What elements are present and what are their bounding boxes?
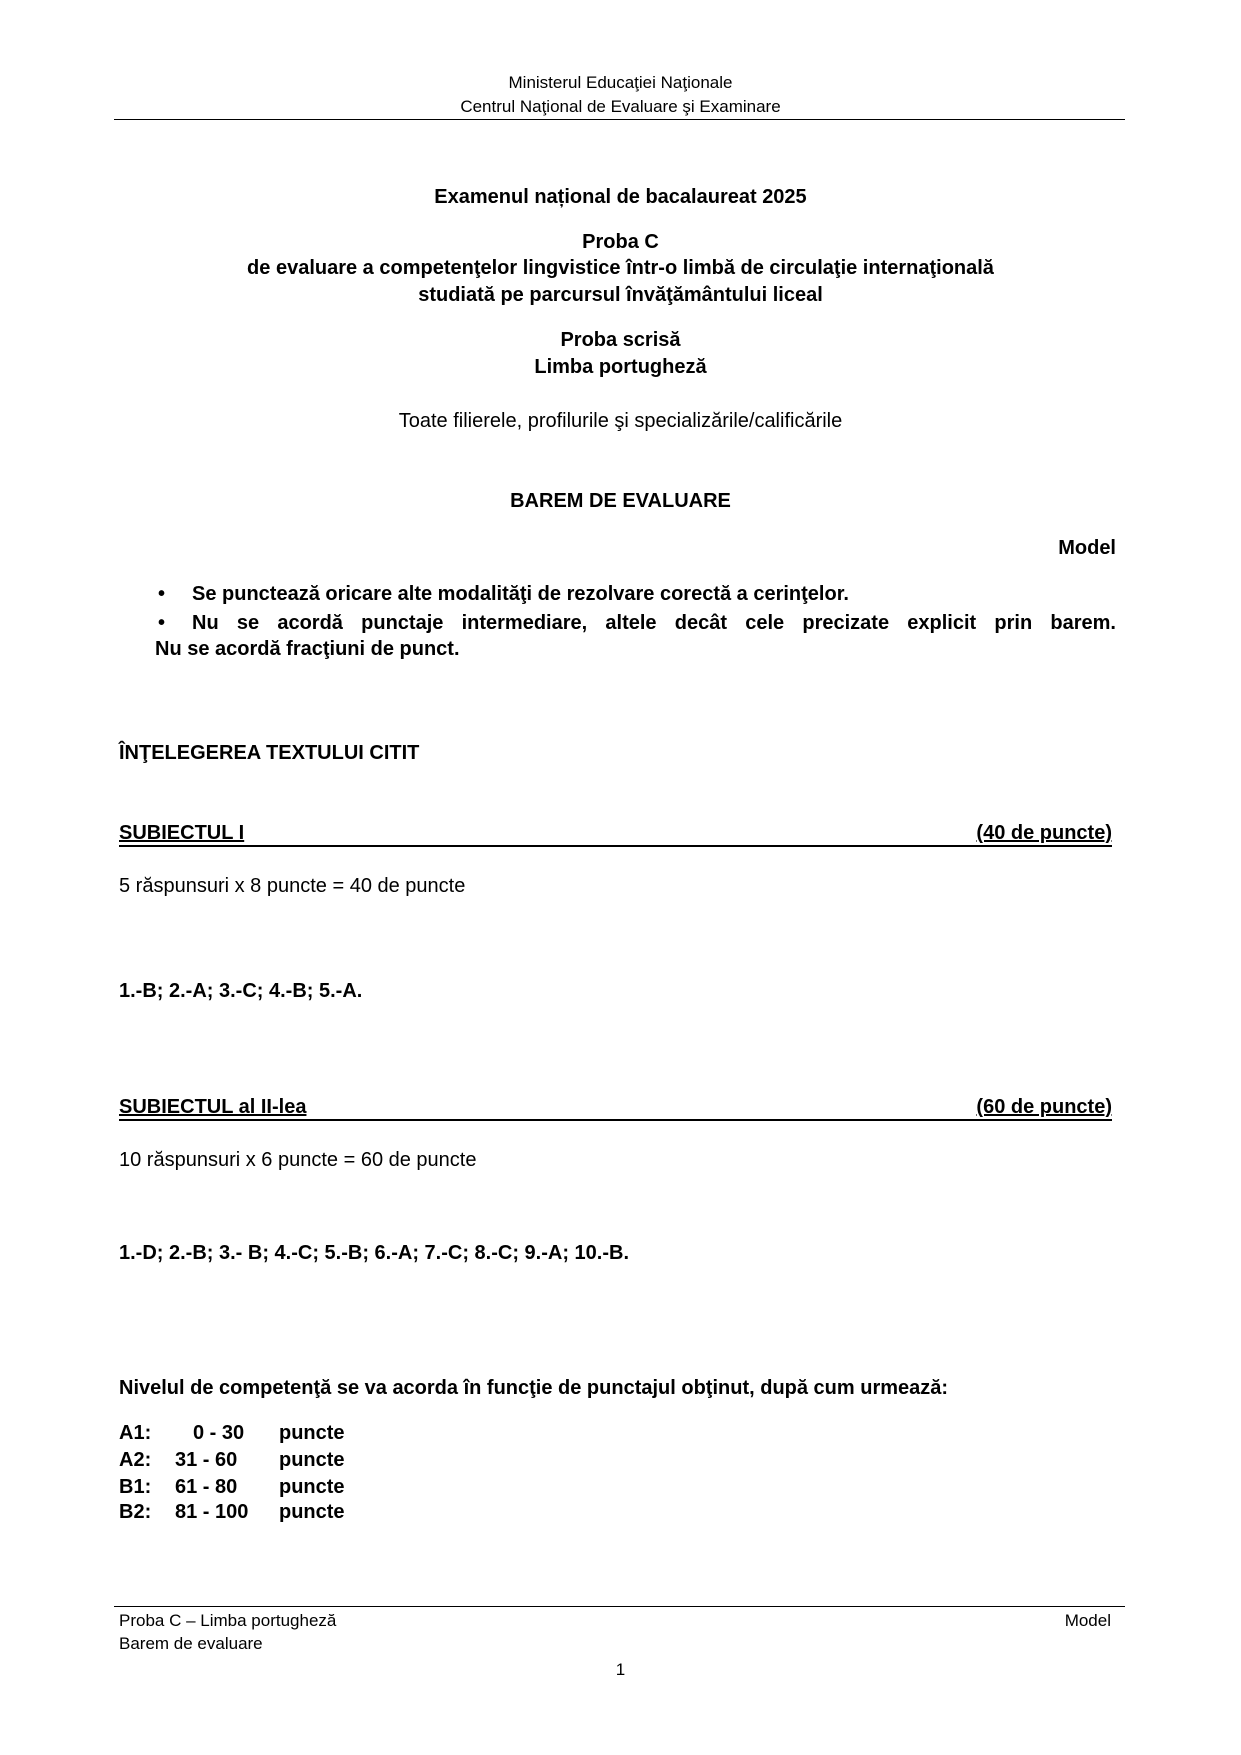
proba-description-2: studiată pe parcursul învăţământului liceal — [418, 284, 823, 306]
proba-scrisa: Proba scrisă — [560, 329, 681, 351]
footer-doc-type: Barem de evaluare — [119, 1634, 263, 1653]
levels-intro: Nivelul de competenţă se va acorda în funcţie de punctajul obţinut, după cum urmează: — [119, 1377, 949, 1399]
subject-2-points: (60 de puncte) — [976, 1096, 1112, 1118]
section-heading: ÎNŢELEGEREA TEXTULUI CITIT — [119, 742, 420, 764]
level-range: 31 - 60 — [175, 1449, 238, 1471]
header-center: Centrul Naţional de Evaluare şi Examinare — [460, 97, 781, 116]
subject-1-header — [119, 821, 1112, 847]
level-name: A2: — [119, 1449, 152, 1471]
subject-1-points: (40 de puncte) — [976, 822, 1112, 844]
level-unit: puncte — [279, 1476, 345, 1498]
subject-2-formula: 10 răspunsuri x 6 puncte = 60 de puncte — [119, 1149, 477, 1171]
level-unit: puncte — [279, 1449, 345, 1471]
bullet-icon: • — [158, 583, 166, 605]
bullet-icon: • — [158, 612, 166, 634]
level-row — [119, 1475, 345, 1499]
header-ministry: Ministerul Educaţiei Naţionale — [508, 73, 733, 92]
level-name: B2: — [119, 1501, 152, 1523]
level-name: B1: — [119, 1476, 152, 1498]
subject-1-formula: 5 răspunsuri x 8 puncte = 40 de puncte — [119, 875, 466, 897]
subject-2-header — [119, 1095, 1112, 1121]
note-bullet-1: Se punctează oricare alte modalităţi de rezolvare corectă a cerinţelor. — [192, 583, 849, 605]
level-range: 0 - 30 — [193, 1422, 245, 1444]
header-divider — [114, 119, 1125, 120]
proba-title: Proba C — [582, 231, 659, 253]
footer-subject: Proba C – Limba portugheză — [119, 1611, 337, 1630]
level-row — [119, 1448, 345, 1472]
note-bullet-2-cont: Nu se acordă fracţiuni de punct. — [155, 638, 460, 660]
page-number: 1 — [615, 1660, 626, 1679]
barem-heading: BAREM DE EVALUARE — [510, 490, 731, 512]
footer-model: Model — [1064, 1611, 1111, 1630]
level-unit: puncte — [279, 1422, 345, 1444]
subject-2-answers: 1.-D; 2.-B; 3.- B; 4.-C; 5.-B; 6.-A; 7.-C; 8.-C; 9.-A; 10.-B. — [119, 1242, 630, 1264]
filiere-text: Toate filierele, profilurile şi specializările/calificările — [398, 410, 843, 432]
level-unit: puncte — [279, 1501, 345, 1523]
footer-divider — [114, 1606, 1125, 1607]
note-bullet-2: Nu se acordă punctaje intermediare, altele decât cele precizate explicit prin barem. — [192, 612, 1116, 634]
level-range: 81 - 100 — [175, 1501, 249, 1523]
subject-2-title: SUBIECTUL al II-lea — [119, 1096, 307, 1118]
level-row — [119, 1421, 345, 1445]
subject-1-title: SUBIECTUL I — [119, 822, 245, 844]
level-name: A1: — [119, 1422, 152, 1444]
proba-description-1: de evaluare a competenţelor lingvistice într-o limbă de circulaţie internaţională — [247, 257, 994, 279]
subject-1-answers: 1.-B; 2.-A; 3.-C; 4.-B; 5.-A. — [119, 980, 363, 1002]
model-label: Model — [1058, 537, 1116, 559]
language-title: Limba portugheză — [534, 356, 707, 378]
level-row — [119, 1500, 345, 1524]
level-range: 61 - 80 — [175, 1476, 238, 1498]
exam-title: Examenul național de bacalaureat 2025 — [434, 186, 807, 208]
